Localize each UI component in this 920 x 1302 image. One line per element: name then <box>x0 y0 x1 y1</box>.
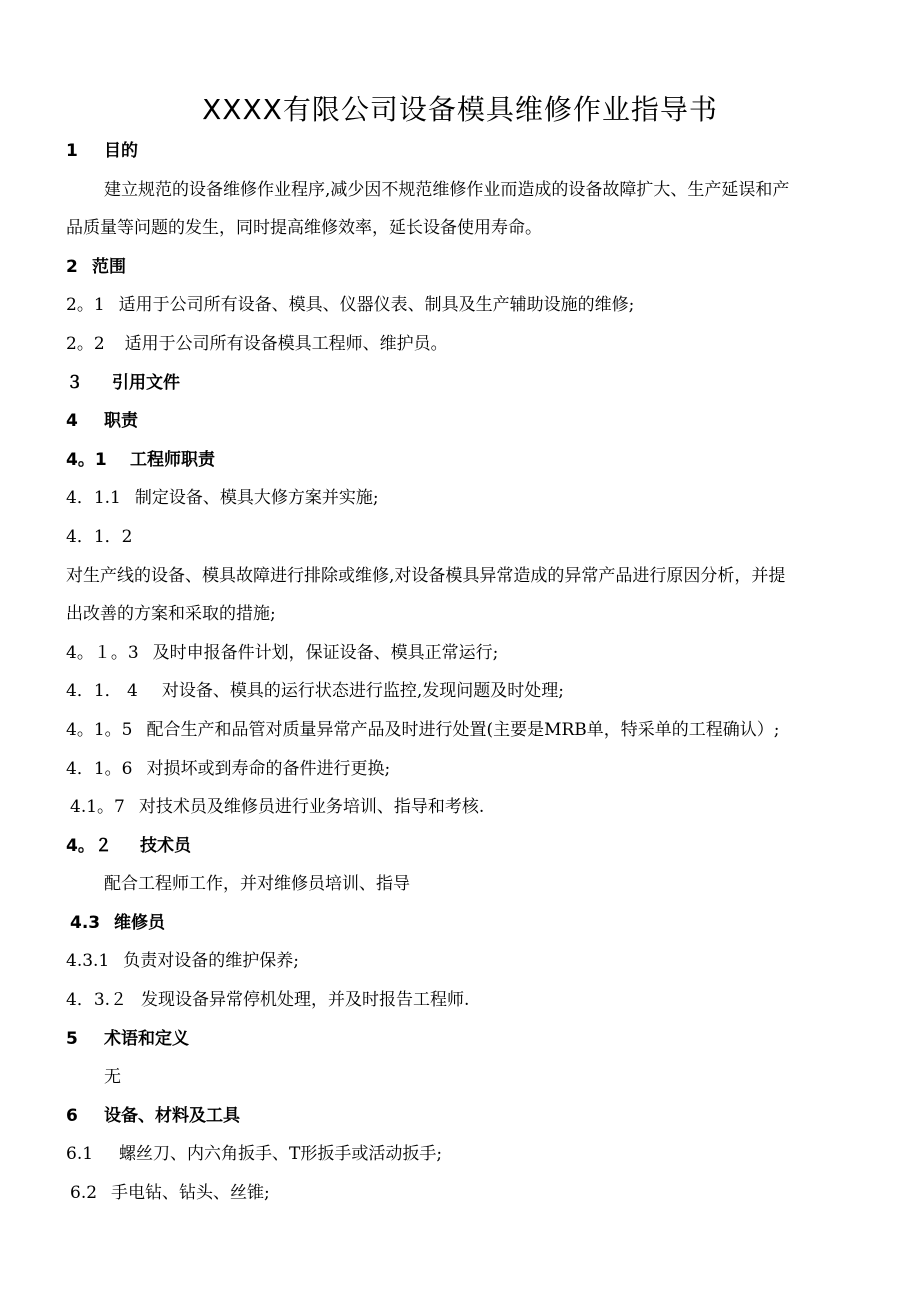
item-number: 4．3.２ <box>66 990 128 1011</box>
item-number: 4。１。3 <box>66 642 139 663</box>
paragraph: 建立规范的设备维修作业程序,减少因不规范维修作业而造成的设备故障扩大、生产延误和产 <box>104 179 790 200</box>
section-label: 范围 <box>92 256 126 277</box>
item-text: 适用于公司所有设备模具工程师、维护员。 <box>124 333 448 354</box>
section-label: 技术员 <box>140 835 191 856</box>
section-label: 引用文件 <box>112 372 180 393</box>
item-text: 负责对设备的维护保养; <box>123 951 299 972</box>
paragraph: 无 <box>104 1067 121 1088</box>
item-number: 4.3.1 <box>66 951 110 972</box>
section-number: ３ <box>66 372 83 393</box>
paragraph: 品质量等问题的发生，同时提高维修效率，延长设备使用寿命。 <box>66 218 542 239</box>
item-number: 4。1。5 <box>66 719 133 740</box>
document-body <box>66 132 856 1213</box>
section-label: 目的 <box>104 141 138 161</box>
section-heading-1 <box>66 132 856 171</box>
item-text: 配合生产和品管对质量异常产品及时进行处置(主要是MRB单，特采单的工程确认）; <box>146 719 780 740</box>
item-number: 2。2 <box>66 333 105 354</box>
list-item <box>66 788 856 827</box>
list-item <box>66 750 856 789</box>
section-number: 4 <box>66 411 78 432</box>
section-number: 5 <box>66 1028 78 1049</box>
subsection-heading-4-3 <box>66 904 856 943</box>
list-item <box>66 981 856 1020</box>
item-number: 6.2 <box>70 1183 98 1204</box>
section-number: 2 <box>66 256 78 277</box>
section-heading-5 <box>66 1020 856 1059</box>
section-heading-6 <box>66 1097 856 1136</box>
item-number: 2。1 <box>66 295 105 316</box>
list-item <box>66 286 856 325</box>
section-number: 4。1 <box>66 449 107 470</box>
item-text: 对设备、模具的运行状态进行监控,发现问题及时处理; <box>161 681 564 702</box>
item-number: 4.1。7 <box>70 797 125 818</box>
list-item <box>66 711 856 750</box>
item-text: 及时申报备件计划，保证设备、模具正常运行; <box>152 642 499 663</box>
item-text: 制定设备、模具大修方案并实施; <box>134 488 379 509</box>
item-text: 对损坏或到寿命的备件进行更换; <box>146 758 391 779</box>
section-label: 工程师职责 <box>130 449 215 470</box>
item-number: 4．1． 4 <box>66 681 138 702</box>
item-number: 6.1 <box>66 1144 94 1165</box>
section-number: 6 <box>66 1105 78 1126</box>
section-label: 术语和定义 <box>104 1028 189 1049</box>
list-item <box>66 672 856 711</box>
subsection-heading-4-1 <box>66 441 856 480</box>
item-text: 对技术员及维修员进行业务培训、指导和考核. <box>138 797 485 818</box>
section-label: 职责 <box>104 411 138 432</box>
item-text: 适用于公司所有设备、模具、仪器仪表、制具及生产辅助设施的维修; <box>118 295 635 316</box>
list-item <box>66 1135 856 1174</box>
list-item <box>66 942 856 981</box>
section-label: 设备、材料及工具 <box>104 1105 240 1126</box>
list-item-number: 4．1．2 <box>66 526 133 547</box>
document-title: XXXX有限公司设备模具维修作业指导书 <box>202 93 718 126</box>
section-label: 维修员 <box>114 912 165 933</box>
item-number: 4．1。6 <box>66 758 133 779</box>
list-item <box>66 325 856 364</box>
subsection-heading-4-2 <box>66 827 856 866</box>
section-number: 1 <box>66 141 78 161</box>
section-heading-4 <box>66 402 856 441</box>
item-text: 手电钻、钻头、丝锥; <box>111 1183 270 1204</box>
paragraph: 对生产线的设备、模具故障进行排除或维修,对设备模具异常造成的异常产品进行原因分析，并提 <box>66 565 786 586</box>
item-text: 螺丝刀、内六角扳手、T形扳手或活动扳手; <box>119 1144 443 1165</box>
section-number: 4.3 <box>70 912 101 933</box>
list-item <box>66 479 856 518</box>
paragraph: 配合工程师工作，并对维修员培训、指导 <box>104 874 410 895</box>
list-item <box>66 634 856 673</box>
list-item <box>66 1174 856 1213</box>
section-heading-2 <box>66 248 856 287</box>
item-text: 发现设备异常停机处理，并及时报告工程师. <box>141 990 470 1011</box>
item-number: 4．1.1 <box>66 488 121 509</box>
paragraph: 出改善的方案和采取的措施; <box>66 604 276 625</box>
section-number: 4。２ <box>66 835 112 856</box>
section-heading-3 <box>66 364 856 403</box>
